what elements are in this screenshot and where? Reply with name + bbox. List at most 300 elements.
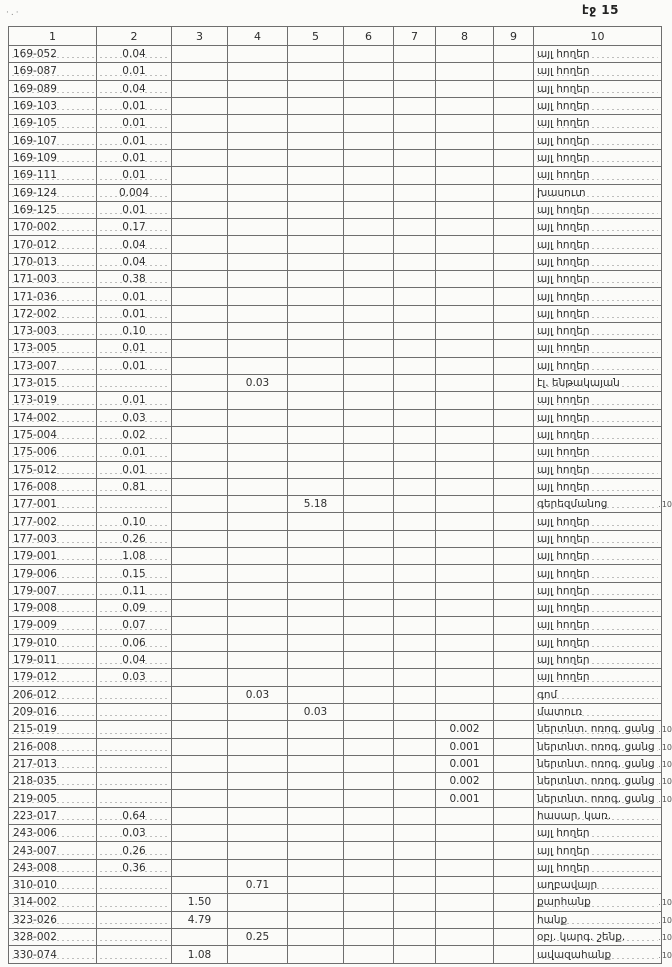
landuse-label: այլ հողեր bbox=[537, 169, 590, 182]
cell-c1: 314-002 bbox=[9, 894, 97, 911]
cell-c7 bbox=[394, 911, 436, 928]
cell-c10 bbox=[534, 63, 662, 80]
cell-c1: 170-002 bbox=[9, 219, 97, 236]
cell-c2: 0.06 bbox=[97, 634, 172, 651]
cell-c5 bbox=[288, 392, 344, 409]
cell-c6 bbox=[344, 149, 394, 166]
cell-c2: 0.03 bbox=[97, 669, 172, 686]
cell-c3 bbox=[172, 600, 228, 617]
landuse-label: այլ հողեր bbox=[537, 290, 590, 303]
cell-c2: 0.01 bbox=[97, 97, 172, 114]
cell-c8 bbox=[436, 877, 494, 894]
cell-c1: 310-010 bbox=[9, 877, 97, 894]
table-row bbox=[9, 236, 662, 253]
cell-c10 bbox=[534, 755, 672, 772]
cell-c5 bbox=[288, 651, 344, 668]
cell-c4 bbox=[228, 219, 288, 236]
table-row bbox=[9, 703, 662, 720]
cell-c6 bbox=[344, 721, 394, 738]
cell-c1: 169-105 bbox=[9, 115, 97, 132]
cell-c5 bbox=[288, 149, 344, 166]
cell-c4 bbox=[228, 115, 288, 132]
cell-c2: 0.10 bbox=[97, 513, 172, 530]
cell-c8: 0.002 bbox=[436, 773, 494, 790]
cell-c2: 0.36 bbox=[97, 859, 172, 876]
cell-c3 bbox=[172, 686, 228, 703]
landuse-label: ներտնտ. ոռոգ. ցանց bbox=[537, 792, 655, 805]
cell-c1: 206-012 bbox=[9, 686, 97, 703]
landuse-label: այլ հողեր bbox=[537, 273, 590, 286]
cell-c7 bbox=[394, 219, 436, 236]
cell-c9 bbox=[494, 842, 534, 859]
cell-c10 bbox=[534, 807, 662, 824]
cell-c8 bbox=[436, 686, 494, 703]
landuse-label: այլ հողեր bbox=[537, 203, 590, 216]
cell-c8 bbox=[436, 97, 494, 114]
cell-c2: 0.01 bbox=[97, 444, 172, 461]
cell-c8 bbox=[436, 894, 494, 911]
table-row bbox=[9, 928, 662, 945]
cell-c6 bbox=[344, 911, 394, 928]
cell-c3 bbox=[172, 357, 228, 374]
cell-c9 bbox=[494, 513, 534, 530]
cell-c5 bbox=[288, 755, 344, 772]
cell-c2 bbox=[97, 790, 172, 807]
cell-c2 bbox=[97, 911, 172, 928]
cell-c1: 175-004 bbox=[9, 426, 97, 443]
cell-c3 bbox=[172, 444, 228, 461]
cell-c6 bbox=[344, 825, 394, 842]
cell-c7 bbox=[394, 392, 436, 409]
cell-c7 bbox=[394, 582, 436, 599]
cell-c1: 171-036 bbox=[9, 288, 97, 305]
cell-c5 bbox=[288, 97, 344, 114]
table-row bbox=[9, 444, 662, 461]
landuse-label: այլ հողեր bbox=[537, 117, 590, 130]
cell-c6 bbox=[344, 115, 394, 132]
table-row bbox=[9, 97, 662, 114]
cell-c7 bbox=[394, 201, 436, 218]
cell-c3 bbox=[172, 669, 228, 686]
landuse-label: ավազահանք bbox=[537, 948, 612, 961]
cell-c5 bbox=[288, 374, 344, 391]
cell-c8 bbox=[436, 825, 494, 842]
cell-c5 bbox=[288, 340, 344, 357]
cell-c6 bbox=[344, 323, 394, 340]
cell-c3 bbox=[172, 392, 228, 409]
cell-c10 bbox=[534, 530, 662, 547]
cell-c1: 179-012 bbox=[9, 669, 97, 686]
cell-c3 bbox=[172, 755, 228, 772]
cell-c1: 169-089 bbox=[9, 80, 97, 97]
cell-c6 bbox=[344, 97, 394, 114]
cell-c9 bbox=[494, 859, 534, 876]
landuse-label: այլ հողեր bbox=[537, 65, 590, 78]
cell-c9 bbox=[494, 617, 534, 634]
cell-c4 bbox=[228, 651, 288, 668]
cell-c9 bbox=[494, 63, 534, 80]
cell-c5 bbox=[288, 426, 344, 443]
cell-c8 bbox=[436, 46, 494, 63]
cell-c4 bbox=[228, 738, 288, 755]
cell-c3 bbox=[172, 132, 228, 149]
cell-c1: 169-125 bbox=[9, 201, 97, 218]
cell-c8 bbox=[436, 842, 494, 859]
cell-c3 bbox=[172, 253, 228, 270]
cell-c6 bbox=[344, 807, 394, 824]
cell-c9 bbox=[494, 582, 534, 599]
table-row bbox=[9, 842, 662, 859]
cell-c6 bbox=[344, 132, 394, 149]
cell-c5 bbox=[288, 132, 344, 149]
cell-c2 bbox=[97, 773, 172, 790]
table-row bbox=[9, 305, 662, 322]
cell-c4 bbox=[228, 97, 288, 114]
cell-c10 bbox=[534, 80, 662, 97]
cell-c1: 179-007 bbox=[9, 582, 97, 599]
cell-c4 bbox=[228, 755, 288, 772]
table-row bbox=[9, 80, 662, 97]
margin-flag: . 10 bbox=[658, 898, 672, 907]
cell-c4 bbox=[228, 149, 288, 166]
cell-c6 bbox=[344, 357, 394, 374]
cell-c5 bbox=[288, 253, 344, 270]
cell-c3 bbox=[172, 288, 228, 305]
margin-flag: . 10 bbox=[658, 933, 672, 942]
col-header-3: 3 bbox=[172, 27, 228, 46]
cell-c6 bbox=[344, 340, 394, 357]
cell-c9 bbox=[494, 253, 534, 270]
cell-c5 bbox=[288, 790, 344, 807]
cell-c2: 0.15 bbox=[97, 565, 172, 582]
cell-c7 bbox=[394, 149, 436, 166]
table-row bbox=[9, 825, 662, 842]
landuse-label: հանք bbox=[537, 913, 568, 926]
cell-c8 bbox=[436, 928, 494, 945]
cell-c6 bbox=[344, 46, 394, 63]
cell-c7 bbox=[394, 409, 436, 426]
cell-c7 bbox=[394, 842, 436, 859]
cell-c9 bbox=[494, 651, 534, 668]
cell-c9 bbox=[494, 409, 534, 426]
margin-flag: . 10 bbox=[658, 743, 672, 752]
cell-c1: 330-074 bbox=[9, 946, 97, 964]
cell-c9 bbox=[494, 773, 534, 790]
cell-c10 bbox=[534, 271, 662, 288]
cell-c10 bbox=[534, 392, 662, 409]
table-row bbox=[9, 409, 662, 426]
cell-c2 bbox=[97, 496, 172, 513]
cell-c9 bbox=[494, 461, 534, 478]
cell-c4 bbox=[228, 305, 288, 322]
cell-c8: 0.001 bbox=[436, 790, 494, 807]
cell-c9 bbox=[494, 426, 534, 443]
header-row bbox=[9, 27, 662, 46]
landuse-label: այլ հողեր bbox=[537, 359, 590, 372]
cell-c9 bbox=[494, 46, 534, 63]
cell-c6 bbox=[344, 80, 394, 97]
cell-c10 bbox=[534, 738, 672, 755]
cell-c2: 0.10 bbox=[97, 323, 172, 340]
cell-c6 bbox=[344, 617, 394, 634]
cell-c7 bbox=[394, 426, 436, 443]
cell-c1: 177-003 bbox=[9, 530, 97, 547]
cell-c3 bbox=[172, 548, 228, 565]
cell-c9 bbox=[494, 357, 534, 374]
cell-c5: 5.18 bbox=[288, 496, 344, 513]
cell-c9 bbox=[494, 496, 534, 513]
cell-c4 bbox=[228, 946, 288, 964]
cell-c5 bbox=[288, 530, 344, 547]
cell-c9 bbox=[494, 97, 534, 114]
cell-c6 bbox=[344, 755, 394, 772]
cell-c2: 0.07 bbox=[97, 617, 172, 634]
cell-c8 bbox=[436, 374, 494, 391]
cell-c2 bbox=[97, 721, 172, 738]
margin-flag: . 10 bbox=[658, 777, 672, 786]
cell-c9 bbox=[494, 374, 534, 391]
cell-c10 bbox=[534, 513, 662, 530]
cell-c6 bbox=[344, 63, 394, 80]
table-row bbox=[9, 617, 662, 634]
cell-c1: 176-008 bbox=[9, 478, 97, 495]
cell-c9 bbox=[494, 167, 534, 184]
cell-c7 bbox=[394, 617, 436, 634]
landuse-label: այլ հողեր bbox=[537, 100, 590, 113]
landuse-label: ներտնտ. ոռոգ. ցանց bbox=[537, 775, 655, 788]
table-row bbox=[9, 755, 662, 772]
cell-c7 bbox=[394, 530, 436, 547]
landuse-label: այլ հողեր bbox=[537, 325, 590, 338]
cell-c3 bbox=[172, 651, 228, 668]
cell-c8 bbox=[436, 617, 494, 634]
cell-c10 bbox=[534, 374, 662, 391]
cell-c7 bbox=[394, 461, 436, 478]
cell-c3 bbox=[172, 63, 228, 80]
cell-c1: 209-016 bbox=[9, 703, 97, 720]
cell-c2: 0.64 bbox=[97, 807, 172, 824]
landuse-label: խասուտ bbox=[537, 186, 586, 199]
cell-c8 bbox=[436, 253, 494, 270]
margin-flag: . 10 bbox=[658, 795, 672, 804]
cell-c8 bbox=[436, 859, 494, 876]
cell-c5 bbox=[288, 236, 344, 253]
cell-c9 bbox=[494, 755, 534, 772]
cell-c5 bbox=[288, 859, 344, 876]
table-row bbox=[9, 773, 662, 790]
cell-c10 bbox=[534, 409, 662, 426]
table-row bbox=[9, 219, 662, 236]
cell-c2: 0.01 bbox=[97, 392, 172, 409]
cell-c3 bbox=[172, 374, 228, 391]
cell-c10 bbox=[534, 115, 662, 132]
landuse-label: այլ հողեր bbox=[537, 654, 590, 667]
cell-c7 bbox=[394, 565, 436, 582]
cell-c10 bbox=[534, 946, 672, 964]
cell-c3 bbox=[172, 877, 228, 894]
cell-c9 bbox=[494, 894, 534, 911]
cell-c1: 175-006 bbox=[9, 444, 97, 461]
cell-c6 bbox=[344, 703, 394, 720]
cell-c1: 173-019 bbox=[9, 392, 97, 409]
table-row bbox=[9, 894, 662, 911]
cell-c4 bbox=[228, 392, 288, 409]
cell-c6 bbox=[344, 167, 394, 184]
landuse-label: այլ հողեր bbox=[537, 221, 590, 234]
cell-c8 bbox=[436, 548, 494, 565]
table-row bbox=[9, 478, 662, 495]
cell-c2: 0.03 bbox=[97, 409, 172, 426]
cell-c6 bbox=[344, 773, 394, 790]
col-header-8: 8 bbox=[436, 27, 494, 46]
cell-c1: 179-009 bbox=[9, 617, 97, 634]
cell-c7 bbox=[394, 686, 436, 703]
cell-c9 bbox=[494, 738, 534, 755]
landuse-label: այլ հողեր bbox=[537, 550, 590, 563]
cell-c4 bbox=[228, 63, 288, 80]
cell-c5 bbox=[288, 115, 344, 132]
cell-c10 bbox=[534, 825, 662, 842]
cell-c3: 1.50 bbox=[172, 894, 228, 911]
table-row bbox=[9, 565, 662, 582]
cell-c8 bbox=[436, 478, 494, 495]
cell-c3 bbox=[172, 219, 228, 236]
landuse-label: այլ հողեր bbox=[537, 480, 590, 493]
cell-c2: 0.04 bbox=[97, 80, 172, 97]
cell-c8 bbox=[436, 149, 494, 166]
table-row bbox=[9, 288, 662, 305]
cell-c5 bbox=[288, 271, 344, 288]
cell-c2: 0.01 bbox=[97, 63, 172, 80]
cell-c9 bbox=[494, 686, 534, 703]
cell-c6 bbox=[344, 600, 394, 617]
cell-c3 bbox=[172, 149, 228, 166]
cell-c8 bbox=[436, 513, 494, 530]
cell-c2: 0.01 bbox=[97, 201, 172, 218]
cell-c10 bbox=[534, 305, 662, 322]
cell-c6 bbox=[344, 374, 394, 391]
cell-c6 bbox=[344, 478, 394, 495]
cell-c4 bbox=[228, 236, 288, 253]
cell-c8 bbox=[436, 807, 494, 824]
cell-c6 bbox=[344, 201, 394, 218]
cell-c8: 0.002 bbox=[436, 721, 494, 738]
cell-c3 bbox=[172, 409, 228, 426]
cell-c4 bbox=[228, 600, 288, 617]
table-header bbox=[9, 27, 662, 46]
landuse-label: քարհանք bbox=[537, 896, 591, 909]
cell-c3 bbox=[172, 236, 228, 253]
cell-c4 bbox=[228, 409, 288, 426]
cell-c10 bbox=[534, 201, 662, 218]
table-row bbox=[9, 461, 662, 478]
cell-c7 bbox=[394, 548, 436, 565]
cell-c9 bbox=[494, 80, 534, 97]
cell-c5 bbox=[288, 773, 344, 790]
cell-c3 bbox=[172, 478, 228, 495]
col-header-1: 1 bbox=[9, 27, 97, 46]
cell-c5 bbox=[288, 201, 344, 218]
table-row bbox=[9, 426, 662, 443]
cell-c4 bbox=[228, 444, 288, 461]
cell-c1: 169-107 bbox=[9, 132, 97, 149]
cell-c8 bbox=[436, 271, 494, 288]
cell-c7 bbox=[394, 357, 436, 374]
cell-c7 bbox=[394, 634, 436, 651]
cell-c7 bbox=[394, 374, 436, 391]
cell-c2: 0.01 bbox=[97, 461, 172, 478]
cell-c2: 1.08 bbox=[97, 548, 172, 565]
landuse-label: գոմ bbox=[537, 688, 558, 701]
cell-c8 bbox=[436, 669, 494, 686]
cell-c9 bbox=[494, 634, 534, 651]
cell-c10 bbox=[534, 323, 662, 340]
col-header-9: 9 bbox=[494, 27, 534, 46]
cell-c1: 323-026 bbox=[9, 911, 97, 928]
table-row bbox=[9, 184, 662, 201]
table-row bbox=[9, 167, 662, 184]
cell-c10 bbox=[534, 877, 662, 894]
cell-c7 bbox=[394, 773, 436, 790]
cell-c3 bbox=[172, 340, 228, 357]
cell-c3 bbox=[172, 461, 228, 478]
cell-c6 bbox=[344, 790, 394, 807]
cell-c6 bbox=[344, 184, 394, 201]
cell-c7 bbox=[394, 323, 436, 340]
cell-c9 bbox=[494, 323, 534, 340]
cell-c8 bbox=[436, 357, 494, 374]
cell-c10 bbox=[534, 219, 662, 236]
cell-c3 bbox=[172, 773, 228, 790]
cell-c10 bbox=[534, 582, 662, 599]
cell-c1: 169-124 bbox=[9, 184, 97, 201]
cell-c1: 219-005 bbox=[9, 790, 97, 807]
cell-c10 bbox=[534, 548, 662, 565]
cell-c10 bbox=[534, 46, 662, 63]
cell-c5 bbox=[288, 184, 344, 201]
cell-c6 bbox=[344, 548, 394, 565]
cell-c8 bbox=[436, 236, 494, 253]
cell-c6 bbox=[344, 686, 394, 703]
landuse-label: այլ հողեր bbox=[537, 602, 590, 615]
cell-c4 bbox=[228, 582, 288, 599]
landuse-label: այլ հողեր bbox=[537, 255, 590, 268]
cell-c4 bbox=[228, 357, 288, 374]
cell-c3 bbox=[172, 928, 228, 945]
cell-c4: 0.03 bbox=[228, 686, 288, 703]
cell-c1: 179-001 bbox=[9, 548, 97, 565]
cell-c1: 243-006 bbox=[9, 825, 97, 842]
landuse-label: այլ հողեր bbox=[537, 671, 590, 684]
cell-c7 bbox=[394, 167, 436, 184]
cell-c10 bbox=[534, 928, 672, 945]
cell-c5 bbox=[288, 842, 344, 859]
cell-c10 bbox=[534, 357, 662, 374]
cell-c6 bbox=[344, 859, 394, 876]
cell-c7 bbox=[394, 513, 436, 530]
cell-c4 bbox=[228, 773, 288, 790]
cell-c7 bbox=[394, 651, 436, 668]
cell-c10 bbox=[534, 288, 662, 305]
margin-flag: . 10 bbox=[658, 725, 672, 734]
cell-c4 bbox=[228, 461, 288, 478]
col-header-4: 4 bbox=[228, 27, 288, 46]
cell-c8 bbox=[436, 115, 494, 132]
cell-c4 bbox=[228, 790, 288, 807]
cell-c1: 170-013 bbox=[9, 253, 97, 270]
cell-c7 bbox=[394, 946, 436, 964]
cell-c5 bbox=[288, 219, 344, 236]
